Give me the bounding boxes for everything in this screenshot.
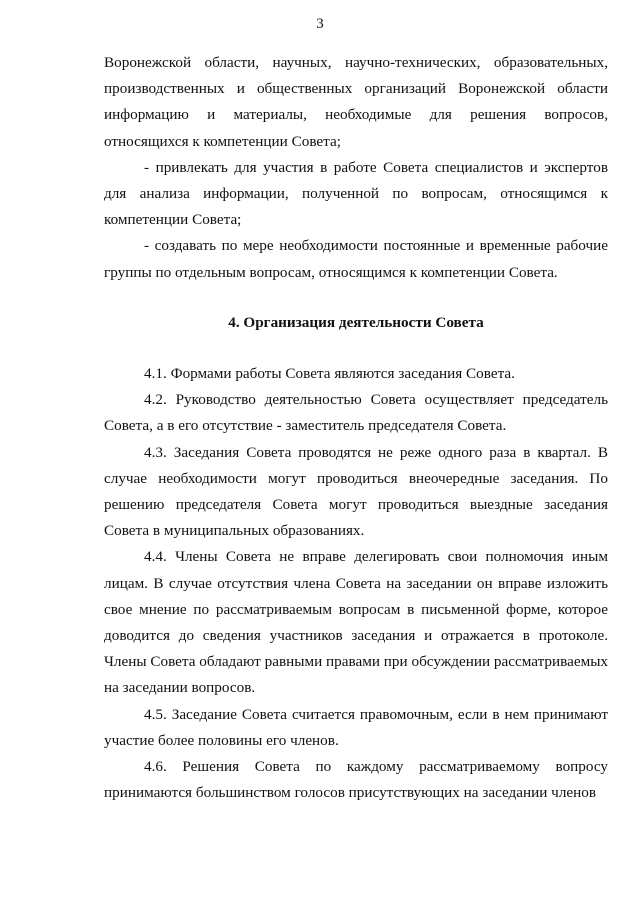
list-item-working-groups: - создавать по мере необходимости постоянные и временные рабочие группы по отдельным вопросам, относящимся к компетенции Совета. [104, 237, 608, 281]
clause-4-2: 4.2. Руководство деятельностью Совета осуществляет председатель Совета, а в его отсутствие - заместитель председателя Совета. [104, 391, 608, 435]
document-body [104, 50, 608, 806]
clause-4-1: 4.1. Формами работы Совета являются заседания Совета. [144, 365, 515, 383]
list-item-experts: - привлекать для участия в работе Совета специалистов и экспертов для анализа информации, полученной по вопросам, относящимся к компетенции Совета; [104, 158, 608, 229]
paragraph-continued: Воронежской области, научных, научно-технических, образовательных, производственных и общественных организаций Воронежской области информацию и материалы, необходимые для решения вопросов, относящихся к компетенции Совета; [104, 54, 608, 150]
clause-4-5: 4.5. Заседание Совета считается правомочным, если в нем принимают участие более половины его членов. [104, 705, 608, 749]
clause-4-6: 4.6. Решения Совета по каждому рассматриваемому вопросу принимаются большинством голосов присутствующих на заседании членов [104, 758, 608, 802]
section-heading: 4. Организация деятельности Совета [228, 313, 484, 331]
clause-4-4: 4.4. Члены Совета не вправе делегировать свои полномочия иным лицам. В случае отсутствия члена Совета на заседании он вправе изложить свое мнение по рассматриваемым вопросам в письменной форме, которое доводится до сведения участников заседания и отражается в протоколе. Члены Совета обладают равными правами при обсуждении рассматриваемых на заседании вопросов. [104, 548, 608, 697]
clause-4-3: 4.3. Заседания Совета проводятся не реже одного раза в квартал. В случае необходимости могут проводиться внеочередные заседания. По решению председателя Совета могут проводиться выездные заседания Совета в муниципальных образованиях. [104, 443, 608, 540]
page-number: 3 [316, 16, 324, 32]
